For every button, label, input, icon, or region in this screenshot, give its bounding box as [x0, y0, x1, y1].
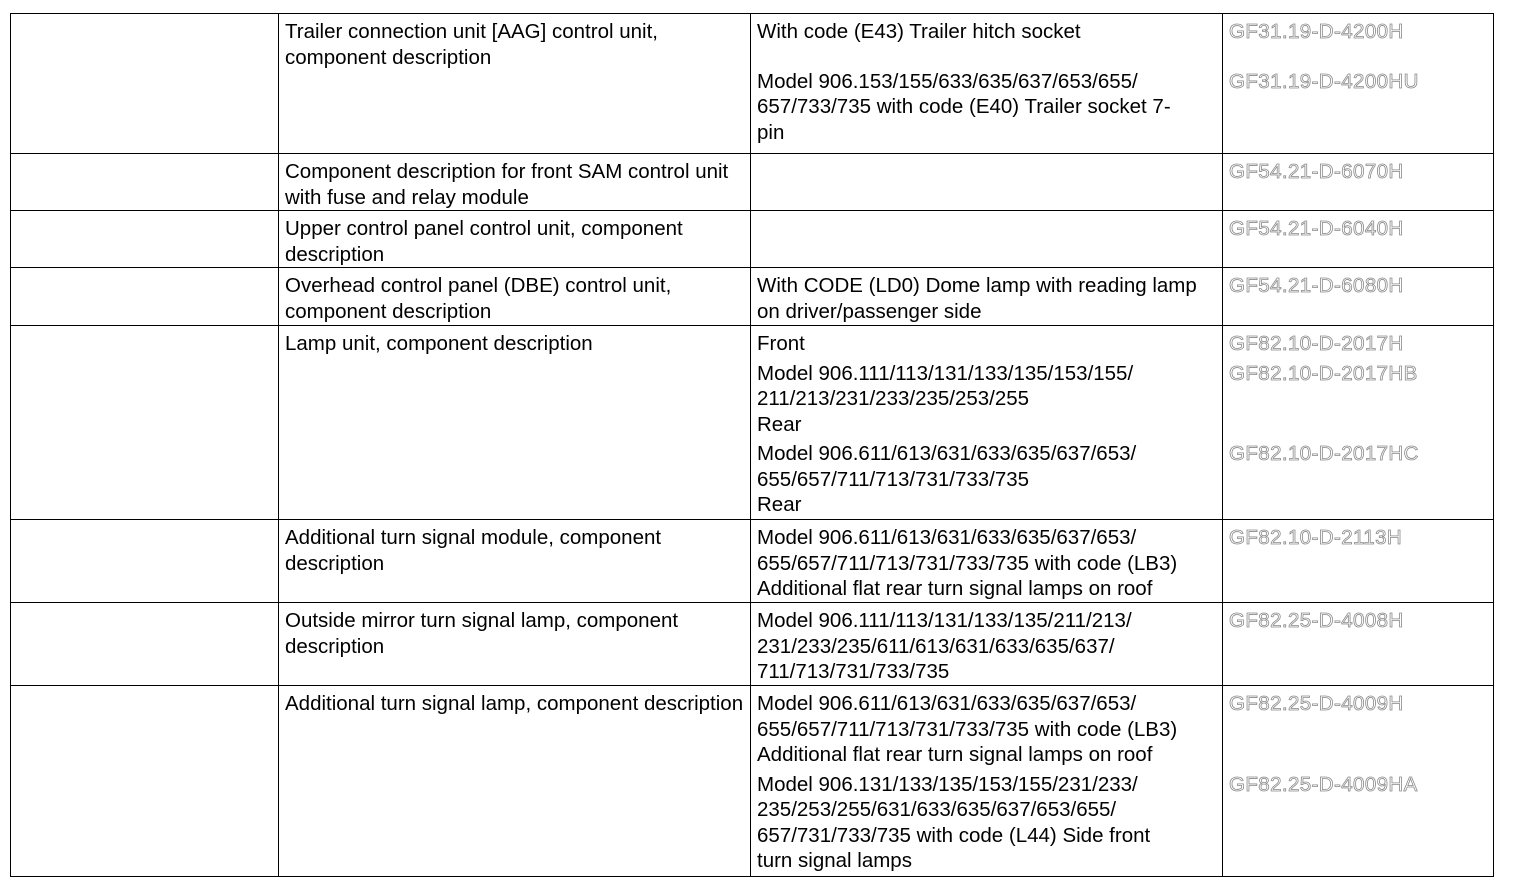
empty-cell: [11, 268, 279, 326]
table-row: [11, 326, 1494, 520]
document-code-link[interactable]: GF54.21-D-6070H: [1229, 160, 1404, 183]
component-cell: [279, 686, 751, 877]
condition-cell: [751, 603, 1223, 686]
table-row: [11, 14, 1494, 154]
component-cell: [279, 154, 751, 211]
condition-cell: [751, 268, 1223, 326]
condition-text: Model 906.153/155/633/635/637/653/655/ 657/733/735 with code (E40) Trailer socket 7- pin: [757, 69, 1171, 144]
document-code-link[interactable]: GF82.25-D-4008H: [1229, 609, 1404, 632]
table-row: [11, 154, 1494, 211]
condition-cell: [751, 326, 1223, 520]
condition-cell: [751, 520, 1223, 603]
condition-text: Model 906.611/613/631/633/635/637/653/ 655/657/711/713/731/733/735 with code (LB3) Additional flat rear turn signal lamps on roof: [757, 692, 1178, 766]
component-name: Component description for front SAM control unit with fuse and relay module: [285, 160, 729, 209]
document-code-link[interactable]: GF82.10-D-2113H: [1229, 526, 1403, 549]
condition-cell: [751, 686, 1223, 877]
document-code-link[interactable]: GF82.10-D-2017HB: [1229, 361, 1418, 385]
document-code-link[interactable]: GF82.25-D-4009H: [1229, 692, 1404, 715]
component-cell: [279, 211, 751, 268]
condition-cell: [751, 154, 1223, 211]
condition-text: Model 906.111/113/131/133/135/153/155/ 211/213/231/233/235/253/255 Rear: [757, 361, 1134, 436]
document-code-link[interactable]: GF54.21-D-6040H: [1229, 217, 1404, 240]
component-name: Lamp unit, component description: [285, 332, 593, 355]
table-row: [11, 268, 1494, 326]
document-code-cell: [1223, 326, 1494, 520]
table-row: [11, 603, 1494, 686]
condition-text: Model 906.611/613/631/633/635/637/653/ 655/657/711/713/731/733/735 with code (LB3) Additional flat rear turn signal lamps on roof: [757, 526, 1178, 600]
document-code-link[interactable]: GF31.19-D-4200HU: [1229, 69, 1419, 93]
component-name: Additional turn signal module, component description: [285, 526, 662, 575]
document-code-cell: [1223, 686, 1494, 877]
document-code-link[interactable]: GF82.25-D-4009HA: [1229, 772, 1418, 796]
condition-text: Model 906.131/133/135/153/155/231/233/ 235/253/255/631/633/635/637/653/655/ 657/731/733/735 with code (L44) Side front turn signal lamps: [757, 772, 1151, 872]
document-code-cell: [1223, 520, 1494, 603]
component-name: Outside mirror turn signal lamp, component description: [285, 609, 679, 658]
condition-text: With CODE (LD0) Dome lamp with reading lamp on driver/passenger side: [757, 274, 1197, 323]
component-cell: [279, 14, 751, 154]
condition-text: With code (E43) Trailer hitch socket: [757, 20, 1081, 43]
condition-text: Front: [757, 332, 805, 355]
document-code-cell: [1223, 14, 1494, 154]
component-cell: [279, 268, 751, 326]
empty-cell: [11, 603, 279, 686]
document-code-link[interactable]: GF82.10-D-2017H: [1229, 332, 1404, 355]
condition-cell: [751, 14, 1223, 154]
component-name: Additional turn signal lamp, component description: [285, 692, 744, 715]
empty-cell: [11, 211, 279, 268]
table-row: [11, 520, 1494, 603]
condition-cell: [751, 211, 1223, 268]
component-name: Overhead control panel (DBE) control unit, component description: [285, 274, 672, 323]
table-row: [11, 211, 1494, 268]
empty-cell: [11, 686, 279, 877]
condition-text: Model 906.611/613/631/633/635/637/653/ 655/657/711/713/731/733/735 Rear: [757, 442, 1137, 516]
document-code-link[interactable]: GF54.21-D-6080H: [1229, 274, 1404, 297]
component-reference-table: [10, 13, 1494, 877]
document-code-cell: [1223, 603, 1494, 686]
document-code-cell: [1223, 154, 1494, 211]
document-code-link[interactable]: GF82.10-D-2017HC: [1229, 442, 1419, 465]
document-code-cell: [1223, 211, 1494, 268]
document-code-link[interactable]: GF31.19-D-4200H: [1229, 20, 1404, 43]
empty-cell: [11, 326, 279, 520]
component-cell: [279, 520, 751, 603]
component-name: Upper control panel control unit, component description: [285, 217, 683, 266]
empty-cell: [11, 154, 279, 211]
table-body: [11, 14, 1494, 877]
empty-cell: [11, 520, 279, 603]
condition-text: Model 906.111/113/131/133/135/211/213/ 231/233/235/611/613/631/633/635/637/ 711/713/731/733/735: [757, 609, 1132, 683]
document-code-cell: [1223, 268, 1494, 326]
component-cell: [279, 326, 751, 520]
component-name: Trailer connection unit [AAG] control unit, component description: [285, 20, 658, 69]
table-row: [11, 686, 1494, 877]
empty-cell: [11, 14, 279, 154]
component-cell: [279, 603, 751, 686]
